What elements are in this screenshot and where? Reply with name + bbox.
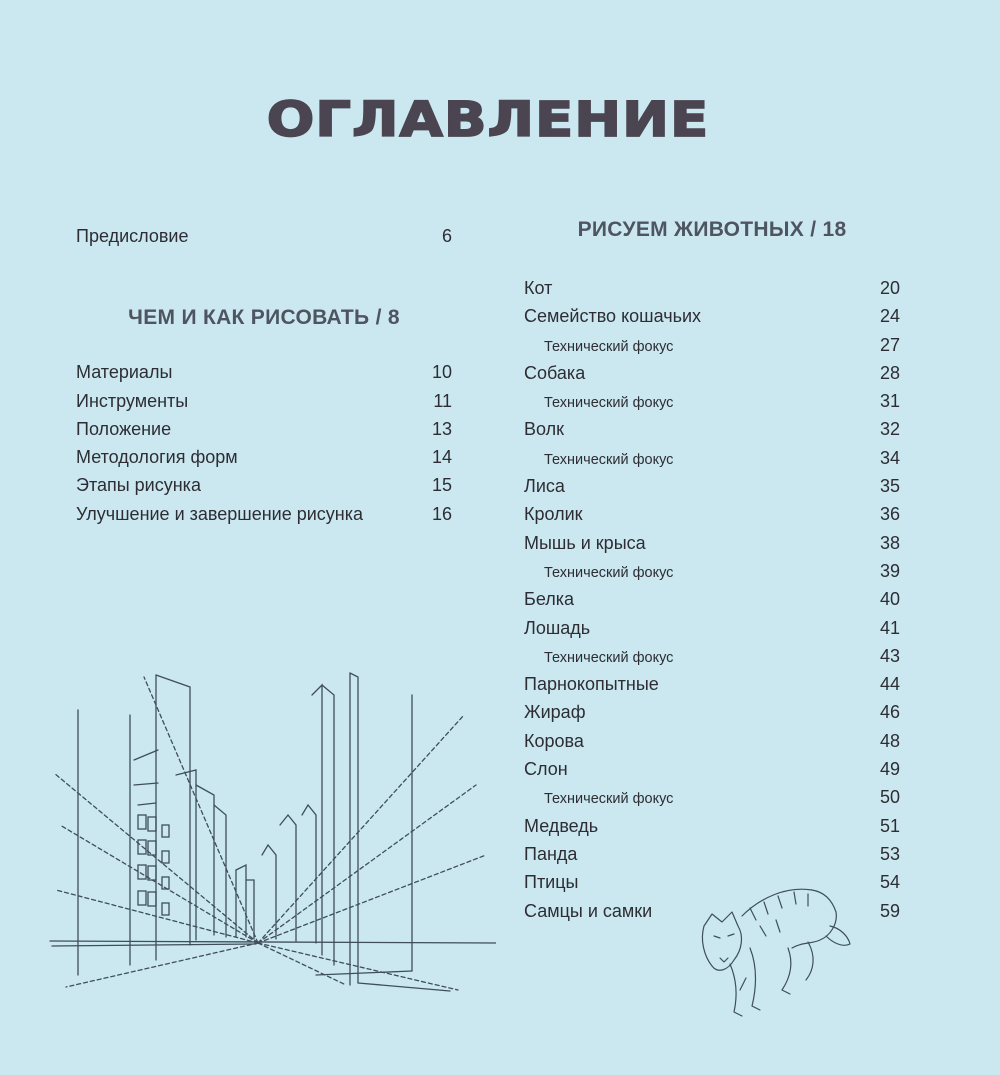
toc-entry-label: Парнокопытные xyxy=(524,674,659,695)
wolf-sketch xyxy=(690,878,855,1033)
toc-entry-page: 11 xyxy=(433,390,452,411)
toc-entry-label: Собака xyxy=(524,362,586,383)
toc-entry-page: 28 xyxy=(879,362,900,383)
toc-entry-page: 15 xyxy=(431,475,452,496)
toc-entry-page: 49 xyxy=(879,759,900,780)
toc-entry[interactable] xyxy=(76,471,452,499)
toc-entry-page: 13 xyxy=(431,418,452,439)
toc-entry[interactable] xyxy=(76,443,452,471)
city-perspective-sketch xyxy=(46,665,496,995)
toc-entry-page: 46 xyxy=(879,702,900,723)
toc-entry-label: Кот xyxy=(524,278,553,298)
toc-entry-page: 36 xyxy=(879,504,900,525)
toc-subentry[interactable] xyxy=(524,557,900,585)
toc-entry[interactable] xyxy=(524,585,900,613)
toc-entry-label: Технический фокус xyxy=(544,791,674,808)
toc-list-left xyxy=(76,358,452,528)
toc-entry-label: Волк xyxy=(524,419,564,440)
toc-entry-label: Кролик xyxy=(524,504,583,525)
toc-entry[interactable] xyxy=(76,500,452,528)
toc-list-right xyxy=(524,274,900,925)
toc-entry-label: Лошадь xyxy=(524,617,591,638)
toc-subentry[interactable] xyxy=(524,642,900,670)
toc-entry[interactable] xyxy=(76,415,452,443)
toc-entry-label: Слон xyxy=(524,759,568,780)
toc-left-column xyxy=(76,222,452,528)
toc-entry[interactable] xyxy=(524,840,900,868)
toc-entry-page: 39 xyxy=(879,560,900,581)
toc-entry-page: 20 xyxy=(879,278,900,298)
toc-entry-label: Корова xyxy=(524,730,584,751)
toc-entry-label: Технический фокус xyxy=(544,564,674,581)
toc-entry-label: Технический фокус xyxy=(544,395,674,412)
toc-subentry[interactable] xyxy=(524,387,900,415)
toc-entry-page: 53 xyxy=(879,843,900,864)
toc-entry-label: Лиса xyxy=(524,476,565,497)
toc-entry-page: 54 xyxy=(879,872,900,893)
toc-entry-page: 14 xyxy=(431,447,452,468)
toc-entry-page: 31 xyxy=(879,391,900,412)
toc-subentry[interactable] xyxy=(524,444,900,472)
toc-entry[interactable] xyxy=(524,472,900,500)
toc-entry-page: 44 xyxy=(879,674,900,695)
toc-entry[interactable] xyxy=(524,529,900,557)
toc-entry-page: 59 xyxy=(879,900,900,921)
toc-entry-page: 32 xyxy=(879,419,900,440)
toc-entry-page: 38 xyxy=(879,532,900,553)
toc-entry-page: 34 xyxy=(879,447,900,468)
toc-entry-label: Технический фокус xyxy=(544,649,674,666)
toc-entry-label: Предисловие xyxy=(76,226,189,246)
toc-entry-page: 48 xyxy=(879,730,900,751)
toc-entry-label: Технический фокус xyxy=(544,338,674,355)
toc-entry[interactable] xyxy=(524,274,900,302)
section-heading-animals: РИСУЕМ ЖИВОТНЫХ / 18 xyxy=(577,218,847,241)
toc-entry[interactable] xyxy=(524,698,900,726)
toc-entry-label: Этапы рисунка xyxy=(76,475,201,496)
toc-entry-page: 27 xyxy=(879,334,900,355)
toc-entry-label: Мышь и крыса xyxy=(524,532,646,553)
toc-entry[interactable] xyxy=(524,302,900,330)
toc-entry[interactable] xyxy=(76,358,452,386)
toc-entry-label: Положение xyxy=(76,418,172,439)
toc-subentry[interactable] xyxy=(524,331,900,359)
toc-entry[interactable] xyxy=(524,670,900,698)
toc-entry-label: Жираф xyxy=(524,702,586,723)
toc-entry-page: 35 xyxy=(879,476,900,497)
toc-entry-page: 43 xyxy=(879,645,900,666)
toc-entry-label: Семейство кошачьих xyxy=(524,306,702,327)
toc-subentry[interactable] xyxy=(524,783,900,811)
toc-entry-page: 50 xyxy=(879,787,900,808)
page-title: ОГЛАВЛЕНИЕ xyxy=(266,92,710,148)
toc-entry-label: Инструменты xyxy=(76,390,189,411)
toc-entry[interactable] xyxy=(524,359,900,387)
toc-entry[interactable] xyxy=(524,614,900,642)
toc-entry-page: 40 xyxy=(879,589,900,610)
toc-entry[interactable] xyxy=(524,812,900,840)
toc-entry-label: Птицы xyxy=(524,872,579,893)
toc-entry[interactable] xyxy=(524,415,900,443)
toc-entry[interactable] xyxy=(76,387,452,415)
toc-entry[interactable] xyxy=(524,500,900,528)
toc-entry-label: Белка xyxy=(524,589,575,610)
toc-entry-page: 10 xyxy=(431,362,452,383)
toc-entry-label: Самцы и самки xyxy=(524,900,653,921)
toc-entry-page: 24 xyxy=(879,306,900,327)
toc-entry-page: 6 xyxy=(441,226,452,246)
toc-entry-label: Методология форм xyxy=(76,447,238,468)
toc-entry-preface[interactable] xyxy=(76,222,452,250)
toc-entry-label: Панда xyxy=(524,843,578,864)
toc-entry-label: Материалы xyxy=(76,362,173,383)
toc-entry-label: Медведь xyxy=(524,815,599,836)
toc-entry[interactable] xyxy=(524,727,900,755)
toc-entry[interactable] xyxy=(524,755,900,783)
toc-entry-page: 41 xyxy=(879,617,900,638)
section-heading-materials: ЧЕМ И КАК РИСОВАТЬ / 8 xyxy=(128,306,400,330)
toc-entry-page: 16 xyxy=(431,503,452,524)
toc-right-column xyxy=(524,214,900,925)
toc-entry-label: Улучшение и завершение рисунка xyxy=(76,503,364,524)
toc-entry-label: Технический фокус xyxy=(544,451,674,468)
toc-entry-page: 51 xyxy=(879,815,900,836)
